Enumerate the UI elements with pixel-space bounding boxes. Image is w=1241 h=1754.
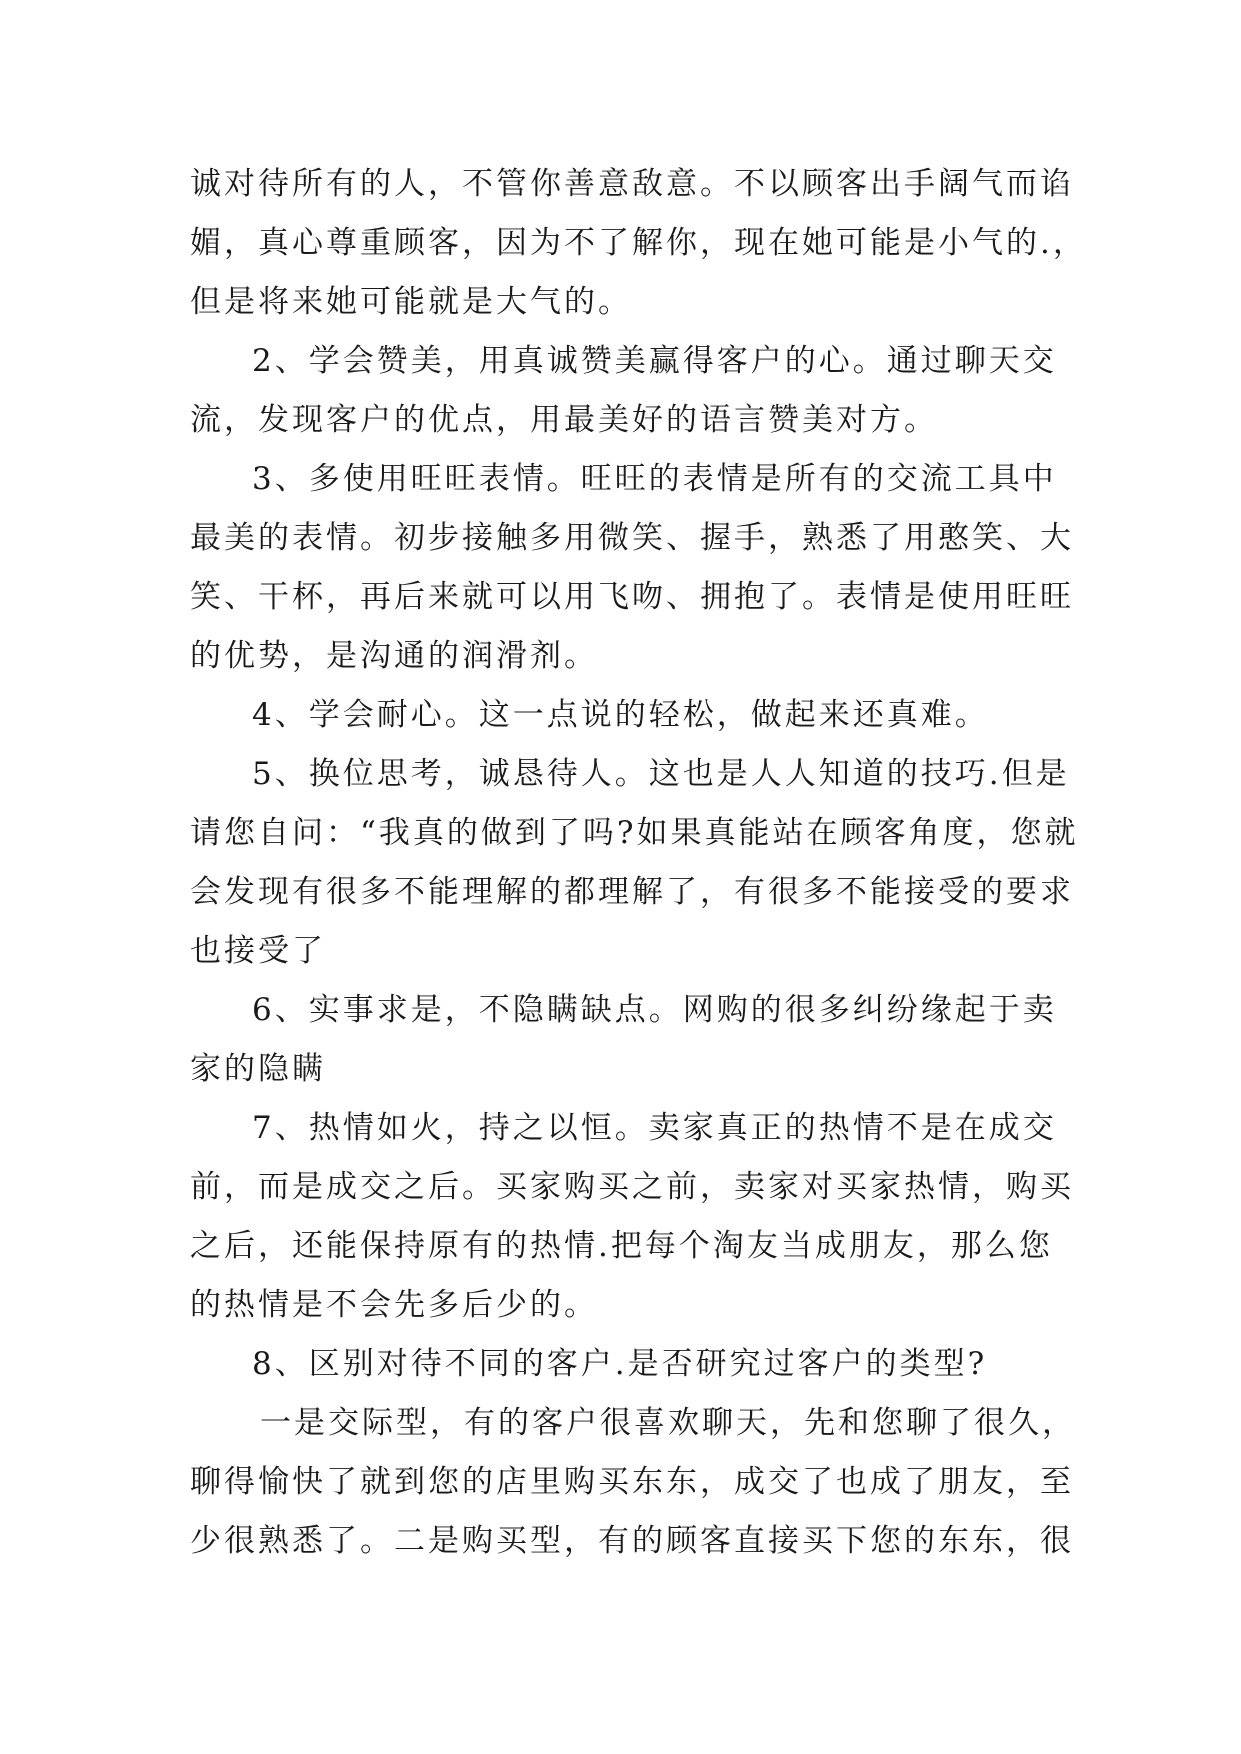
text-line: 诚对待所有的人，不管你善意敌意。不以顾客出手阔气而谄 xyxy=(190,166,1074,202)
paragraph-9-start: 一是交际型，有的客户很喜欢聊天，先和您聊了很久， xyxy=(260,1405,1076,1441)
text-line: 的热情是不会先多后少的。 xyxy=(190,1287,598,1323)
paragraph-3-start: 3、多使用旺旺表情。旺旺的表情是所有的交流工具中 xyxy=(252,461,1057,497)
text-line: 会发现有很多不能理解的都理解了，有很多不能接受的要求 xyxy=(190,874,1074,910)
document-body xyxy=(190,155,1087,1571)
text-line: 媚，真心尊重顾客，因为不了解你，现在她可能是小气的.， xyxy=(190,225,1087,261)
paragraph-4-start: 4、学会耐心。这一点说的轻松，做起来还真难。 xyxy=(252,697,989,733)
text-line: 的优势，是沟通的润滑剂。 xyxy=(190,638,598,674)
paragraph-8-start: 8、区别对待不同的客户.是否研究过客户的类型? xyxy=(252,1346,988,1382)
text-line: 前，而是成交之后。买家购买之前，卖家对买家热情，购买 xyxy=(190,1169,1074,1205)
text-line: 请您自问：“我真的做到了吗?如果真能站在顾客角度，您就 xyxy=(190,815,1079,851)
paragraph-2-start: 2、学会赞美，用真诚赞美赢得客户的心。通过聊天交 xyxy=(252,343,1057,379)
text-line: 家的隐瞒 xyxy=(190,1051,326,1087)
text-line: 但是将来她可能就是大气的。 xyxy=(190,284,632,320)
text-line: 流，发现客户的优点，用最美好的语言赞美对方。 xyxy=(190,402,938,438)
text-line: 聊得愉快了就到您的店里购买东东，成交了也成了朋友，至 xyxy=(190,1464,1074,1500)
paragraph-5-start: 5、换位思考，诚恳待人。这也是人人知道的技巧.但是 xyxy=(252,756,1070,792)
paragraph-6-start: 6、实事求是，不隐瞒缺点。网购的很多纠纷缘起于卖 xyxy=(252,992,1057,1028)
paragraph-7-start: 7、热情如火，持之以恒。卖家真正的热情不是在成交 xyxy=(252,1110,1057,1146)
text-line: 之后，还能保持原有的热情.把每个淘友当成朋友，那么您 xyxy=(190,1228,1053,1264)
text-line: 少很熟悉了。二是购买型，有的顾客直接买下您的东东，很 xyxy=(190,1523,1074,1559)
text-line: 最美的表情。初步接触多用微笑、握手，熟悉了用憨笑、大 xyxy=(190,520,1074,556)
text-line: 笑、干杯，再后来就可以用飞吻、拥抱了。表情是使用旺旺 xyxy=(190,579,1074,615)
text-line: 也接受了 xyxy=(190,933,326,969)
